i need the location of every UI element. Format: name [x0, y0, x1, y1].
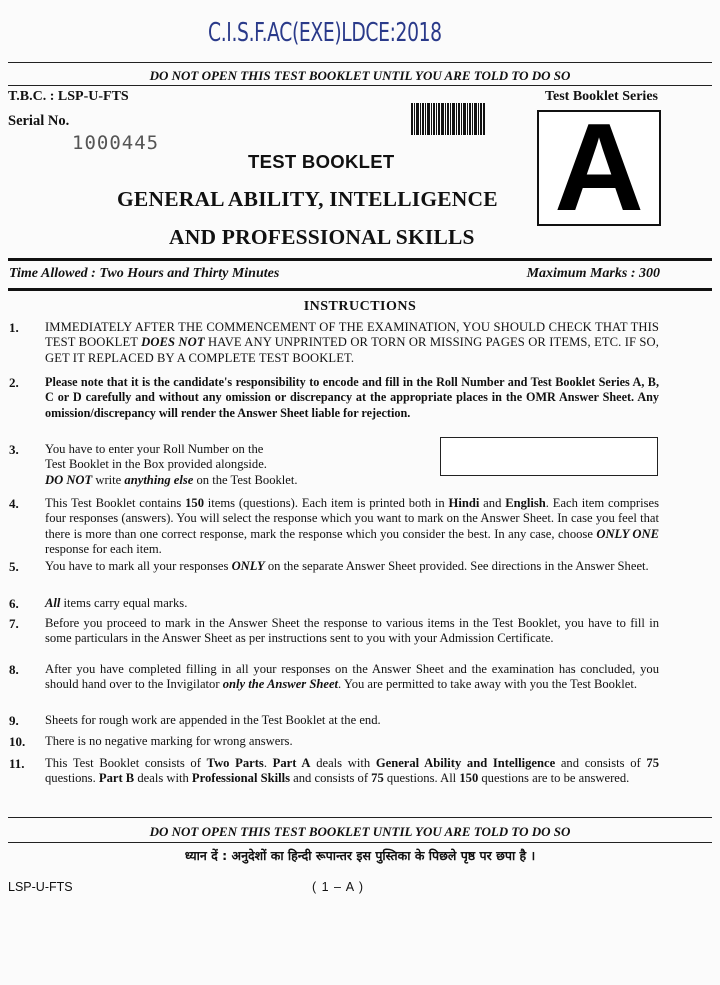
- maximum-marks: Maximum Marks : 300: [526, 266, 660, 281]
- instruction-number: 4.: [9, 496, 19, 511]
- instruction-text: [45, 320, 659, 366]
- text-run: Test Booklet in the Box provided alongside.: [45, 457, 267, 472]
- text-run: anything else: [124, 472, 194, 487]
- text-run: General Ability and Intelligence: [375, 756, 556, 770]
- instruction-number: 11.: [9, 756, 25, 771]
- barcode: [411, 103, 485, 135]
- bottom-notice: DO NOT OPEN THIS TEST BOOKLET UNTIL YOU ARE TOLD TO DO SO: [149, 824, 571, 839]
- text-run: English: [505, 496, 546, 510]
- instructions-heading: INSTRUCTIONS: [303, 299, 417, 314]
- instruction-text: [45, 662, 659, 693]
- text-run: deals with: [134, 771, 192, 786]
- text-run: questions. All: [383, 771, 460, 786]
- instruction-text: [45, 496, 659, 557]
- instruction-number: 5.: [9, 559, 19, 574]
- text-run: 75: [646, 756, 660, 770]
- text-run: ONLY: [231, 559, 265, 573]
- handwritten-exam-code: C.I.S.F.AC(EXE)LDCE:2018: [208, 18, 442, 48]
- text-run: After you have completed filling in all your responses on the Answer Sheet and the examination has concluded, you should hand over to the Invigilator: [45, 662, 659, 692]
- instruction-text: There is no negative marking for wrong answers.: [45, 734, 293, 748]
- text-run: only the Answer Sheet: [222, 677, 339, 692]
- text-run: Part A: [272, 756, 311, 770]
- bottom-rule-top: [8, 817, 712, 818]
- instruction-text: Before you proceed to mark in the Answer Sheet the response to various items in the Test Booklet, you have to fill in some particulars in the Answer Sheet as per instructions sent to you with your Admission Certificate.: [45, 616, 659, 646]
- instruction-number: 6.: [9, 596, 19, 611]
- text-run: questions.: [45, 771, 99, 786]
- booklet-title: TEST BOOKLET: [248, 151, 395, 172]
- text-run: Professional Skills: [191, 771, 291, 786]
- text-run: DOES NOT: [141, 335, 205, 350]
- time-allowed: Time Allowed : Two Hours and Thirty Minutes: [9, 266, 280, 281]
- roll-number-box[interactable]: [440, 437, 658, 476]
- instruction-text: Sheets for rough work are appended in the Test Booklet at the end.: [45, 713, 381, 727]
- instruction-text: [45, 756, 659, 787]
- text-run: and consists of: [555, 756, 647, 770]
- bottom-rule: [8, 842, 712, 843]
- text-run: items carry equal marks.: [60, 596, 188, 610]
- text-run: on the separate Answer Sheet provided. See directions in the Answer Sheet.: [264, 559, 649, 573]
- time-rule-top: [8, 258, 712, 261]
- instruction-number: 10.: [9, 734, 26, 749]
- text-run: questions are to be answered.: [478, 771, 630, 786]
- text-run: This Test Booklet contains: [45, 496, 186, 510]
- instruction-number: 1.: [9, 320, 19, 335]
- text-run: ONLY ONE: [596, 526, 659, 541]
- text-run: . You are permitted to take away with you the Test Booklet.: [338, 677, 638, 692]
- instruction-number: 9.: [9, 713, 19, 728]
- instruction-text: [45, 596, 659, 611]
- text-run: You have to mark all your responses: [45, 559, 232, 573]
- text-run: You have to enter your Roll Number on the: [45, 442, 264, 456]
- top-rule: [8, 62, 712, 63]
- instruction-number: 7.: [9, 616, 19, 631]
- text-run: HAVE ANY UNPRINTED OR TORN OR MISSING PAGES OR ITEMS, ETC. IF SO, GET IT REPLACED BY A COMPLETE TEST BOOKLET.: [45, 335, 659, 365]
- subject-title-line2: AND PROFESSIONAL SKILLS: [169, 225, 475, 249]
- text-run: response for each item.: [45, 541, 162, 556]
- text-run: and: [479, 496, 506, 510]
- time-rule-bottom: [8, 288, 712, 291]
- text-run: Hindi: [448, 496, 480, 510]
- text-run: deals with: [310, 756, 376, 770]
- text-run: .: [263, 756, 273, 770]
- text-run: This Test Booklet consists of: [45, 756, 207, 770]
- series-box: [537, 99, 661, 237]
- text-run: and consists of: [290, 771, 372, 786]
- text-run: . Each item comprises four responses (answers). You will select the response which you want to mark on the Answer Sheet. In case you feel that there is more than one correct response, mark the response which you consider the best. In any case, choose: [45, 496, 660, 541]
- instruction-number: 2.: [9, 375, 19, 390]
- serial-label: Serial No.: [8, 113, 70, 129]
- text-run: IMMEDIATELY AFTER THE COMMENCEMENT OF THE EXAMINATION, YOU SHOULD CHECK THAT THIS TEST BOOKLET: [45, 320, 659, 350]
- hindi-note: ध्यान दें : अनुदेशों का हिन्दी रूपान्तर इस पुस्तिका के पिछले पृष्ठ पर छपा है ।: [184, 848, 536, 863]
- text-run: Two Parts: [206, 756, 264, 770]
- text-run: write: [92, 472, 125, 487]
- text-run: items (questions). Each item is printed both in: [203, 496, 449, 510]
- text-run: DO NOT: [45, 472, 93, 487]
- instruction-number: 8.: [9, 662, 19, 677]
- instruction-text: [45, 442, 425, 488]
- text-run: 150: [185, 496, 204, 510]
- footer-code: LSP-U-FTS: [8, 880, 73, 894]
- instruction-text: Please note that it is the candidate's responsibility to encode and fill in the Roll Number and Test Booklet Series A, B, C or D carefully and without any omission or discrepancy at the appropriate places in the OMR Answer Sheet. Any omission/discrepancy will render the Answer Sheet liable for rejection.: [45, 375, 659, 420]
- text-run: 75: [371, 771, 384, 786]
- text-run: 150: [459, 771, 479, 786]
- series-label: Test Booklet Series: [544, 89, 658, 104]
- instruction-number: 3.: [9, 442, 19, 457]
- notice-rule: [8, 85, 712, 86]
- series-letter: A: [554, 99, 644, 237]
- text-line: [45, 473, 425, 488]
- tbc-code: T.B.C. : LSP-U-FTS: [8, 89, 129, 104]
- text-run: Part B: [98, 771, 135, 786]
- subject-title-line1: GENERAL ABILITY, INTELLIGENCE: [117, 187, 498, 211]
- text-run: on the Test Booklet.: [193, 472, 298, 487]
- instruction-text: [45, 559, 659, 574]
- top-notice: DO NOT OPEN THIS TEST BOOKLET UNTIL YOU ARE TOLD TO DO SO: [149, 68, 571, 83]
- text-run: All: [45, 596, 61, 610]
- serial-number: 1000445: [72, 132, 160, 154]
- page-number: ( 1 – A ): [312, 880, 365, 894]
